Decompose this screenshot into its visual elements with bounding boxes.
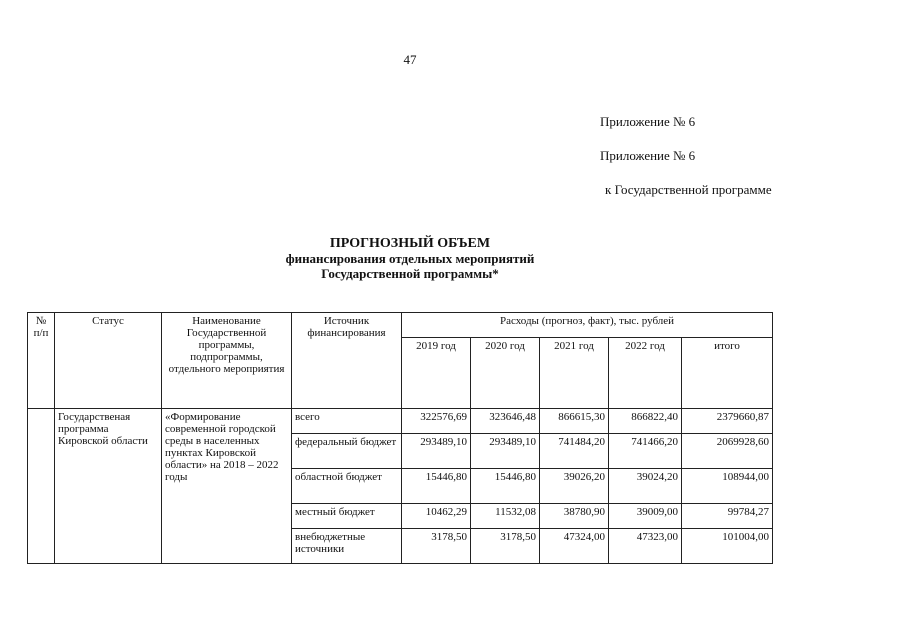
cell-source: местный бюджет	[292, 504, 402, 529]
document-title	[0, 236, 820, 281]
header-expenses: Расходы (прогноз, факт), тыс. рублей	[402, 313, 773, 338]
cell-value: 293489,10	[402, 434, 471, 469]
cell-value: 2379660,87	[682, 409, 773, 434]
header-name: Наименование Государственной программы, подпрограммы, отдельного мероприятия	[162, 313, 292, 409]
title-line-1: ПРОГНОЗНЫЙ ОБЪЕМ	[329, 236, 491, 251]
cell-value: 101004,00	[682, 529, 773, 564]
cell-value: 15446,80	[402, 469, 471, 504]
cell-value: 741484,20	[540, 434, 609, 469]
cell-value: 866822,40	[609, 409, 682, 434]
cell-value: 322576,69	[402, 409, 471, 434]
cell-value: 15446,80	[471, 469, 540, 504]
cell-value: 323646,48	[471, 409, 540, 434]
appendix-line-1: Приложение № 6	[600, 114, 696, 129]
financing-table	[27, 312, 773, 564]
cell-program-name: «Формирование современной городской среды в населенных пунктах Кировской области» на 2018 – 2022 годы	[162, 409, 292, 564]
cell-value: 39009,00	[609, 504, 682, 529]
cell-num	[28, 409, 55, 564]
title-line-2: финансирования отдельных мероприятий	[285, 251, 535, 266]
header-year-2022: 2022 год	[609, 338, 682, 409]
cell-value: 47323,00	[609, 529, 682, 564]
cell-value: 39024,20	[609, 469, 682, 504]
cell-status: Государственая программа Кировской области	[55, 409, 162, 564]
cell-value: 293489,10	[471, 434, 540, 469]
cell-value: 741466,20	[609, 434, 682, 469]
cell-value: 99784,27	[682, 504, 773, 529]
cell-value: 47324,00	[540, 529, 609, 564]
header-year-2020: 2020 год	[471, 338, 540, 409]
cell-source: внебюджетные источники	[292, 529, 402, 564]
header-source: Источник финансирования	[292, 313, 402, 409]
header-num: № п/п	[28, 313, 55, 409]
header-year-2021: 2021 год	[540, 338, 609, 409]
cell-value: 39026,20	[540, 469, 609, 504]
cell-source: федеральный бюджет	[292, 434, 402, 469]
header-total: итого	[682, 338, 773, 409]
table-row	[28, 409, 773, 434]
cell-value: 3178,50	[402, 529, 471, 564]
header-status: Статус	[55, 313, 162, 409]
cell-value: 38780,90	[540, 504, 609, 529]
page-number: 47	[403, 52, 417, 67]
cell-source: всего	[292, 409, 402, 434]
cell-value: 10462,29	[402, 504, 471, 529]
cell-value: 866615,30	[540, 409, 609, 434]
cell-value: 11532,08	[471, 504, 540, 529]
title-line-3: Государственной программы*	[321, 266, 499, 281]
appendix-line-3: к Государственной программе	[605, 182, 772, 197]
cell-value: 3178,50	[471, 529, 540, 564]
cell-source: областной бюджет	[292, 469, 402, 504]
appendix-line-2: Приложение № 6	[600, 148, 696, 163]
cell-value: 108944,00	[682, 469, 773, 504]
cell-value: 2069928,60	[682, 434, 773, 469]
header-year-2019: 2019 год	[402, 338, 471, 409]
